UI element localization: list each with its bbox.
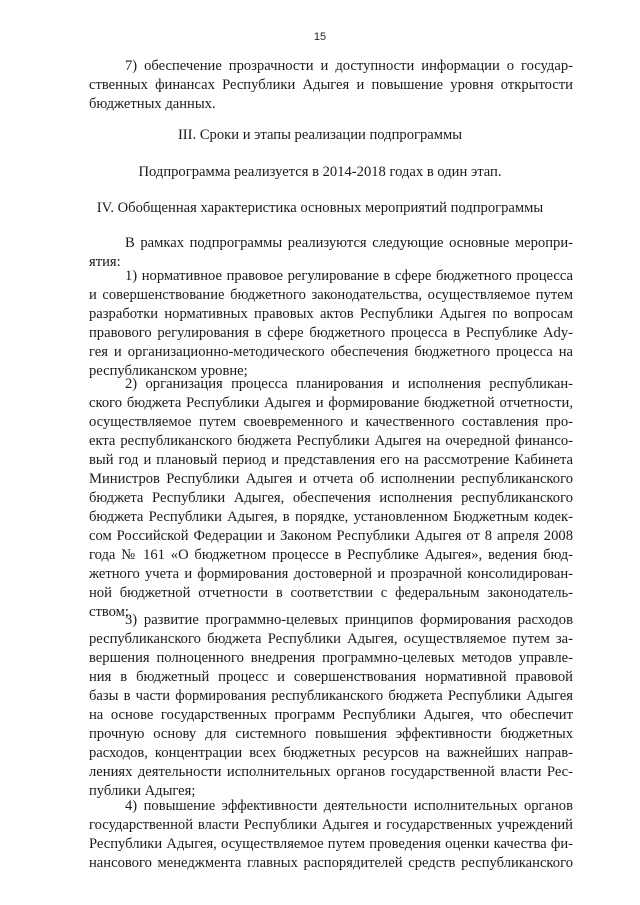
paragraph-line: правового регулирования в сфере бюджетного процесса в Республике Ady- — [89, 325, 573, 341]
paragraph-line: нансового менеджмента главных распорядителей средств республиканского — [89, 855, 573, 871]
paragraph-line: бюджетных данных. — [89, 96, 216, 112]
paragraph-line: жетного учета и формирования достоверной и прозрачной консолидирован- — [89, 566, 573, 582]
paragraph-line: государственной власти Республики Адыгея и государственных учреждений — [89, 817, 573, 833]
paragraph-line: гея и организационно-методического обеспечения бюджетного процесса на — [89, 344, 573, 360]
paragraph-line: ния в бюджетный процесс и совершенствования нормативной правовой — [89, 669, 573, 685]
paragraph-line: Министров Республики Адыгея и отчета об исполнении республиканского — [89, 471, 573, 487]
section-heading-3: III. Сроки и этапы реализации подпрограммы — [177, 127, 463, 143]
paragraph-line: лениях деятельности исполнительных органов государственной власти Рес- — [89, 764, 573, 780]
paragraph-line: 7) обеспечение прозрачности и доступности информации о государ- — [125, 58, 573, 74]
paragraph-line: ятия: — [89, 254, 121, 270]
paragraph-line: республиканском уровне; — [89, 363, 248, 379]
page-number: 15 — [313, 31, 327, 43]
paragraph-line: сом Российской Федерации и Законом Республики Адыгея от 8 апреля 2008 — [89, 528, 573, 544]
paragraph-line: разработки нормативных правовых актов Республики Адыгея по вопросам — [89, 306, 573, 322]
paragraph-line: расходов, концентрации всех бюджетных ресурсов на важнейших направ- — [89, 745, 573, 761]
paragraph-line: ского бюджета Республики Адыгея и формирование бюджетной отчетности, — [89, 395, 573, 411]
paragraph-line: базы в части формирования республиканского бюджета Республики Адыгея — [89, 688, 573, 704]
paragraph-line: 1) нормативное правовое регулирование в сфере бюджетного процесса — [125, 268, 573, 284]
paragraph-line: ной бюджетной отчетности в соответствии с федеральным законодатель- — [89, 585, 573, 601]
paragraph-line: на основе государственных программ Республики Адыгея, что обеспечит — [89, 707, 573, 723]
paragraph-line: В рамках подпрограммы реализуются следующие основные меропри- — [125, 235, 573, 251]
paragraph-line: екта республиканского бюджета Республики Адыгея на очередной финансо- — [89, 433, 573, 449]
section-3-text: Подпрограмма реализуется в 2014-2018 годах в один этап. — [138, 164, 502, 180]
paragraph-line: ством; — [89, 604, 129, 620]
paragraph-line: Республики Адыгея, осуществляемое путем проведения оценки качества фи- — [89, 836, 573, 852]
paragraph-line: осуществляемое путем своевременного и качественного составления про- — [89, 414, 573, 430]
paragraph-line: вый год и плановый период и представления его на рассмотрение Кабинета — [89, 452, 573, 468]
paragraph-line: бюджета Республики Адыгея, обеспечения исполнения республиканского — [89, 490, 573, 506]
paragraph-line: ственных финансах Республики Адыгея и повышение уровня открытости — [89, 77, 573, 93]
paragraph-line: 3) развитие программно-целевых принципов формирования расходов — [125, 612, 573, 628]
paragraph-line: республиканского бюджета Республики Адыгея, осуществляемое путем за- — [89, 631, 573, 647]
paragraph-line: 2) организация процесса планирования и исполнения республикан- — [125, 376, 573, 392]
paragraph-line: публики Адыгея; — [89, 783, 196, 799]
paragraph-line: прочную основу для системного повышения эффективности бюджетных — [89, 726, 573, 742]
section-heading-4: IV. Обобщенная характеристика основных мероприятий подпрограммы — [96, 200, 544, 216]
paragraph-line: вершения полноценного внедрения программно-целевых методов управле- — [89, 650, 573, 666]
paragraph-line: и совершенствование бюджетного законодательства, осуществляемое путем — [89, 287, 573, 303]
paragraph-line: 4) повышение эффективности деятельности исполнительных органов — [125, 798, 573, 814]
paragraph-line: бюджета Республики Адыгея, в порядке, установленном Бюджетным кодек- — [89, 509, 573, 525]
paragraph-line: года № 161 «О бюджетном процессе в Республике Адыгея», ведения бюд- — [89, 547, 573, 563]
